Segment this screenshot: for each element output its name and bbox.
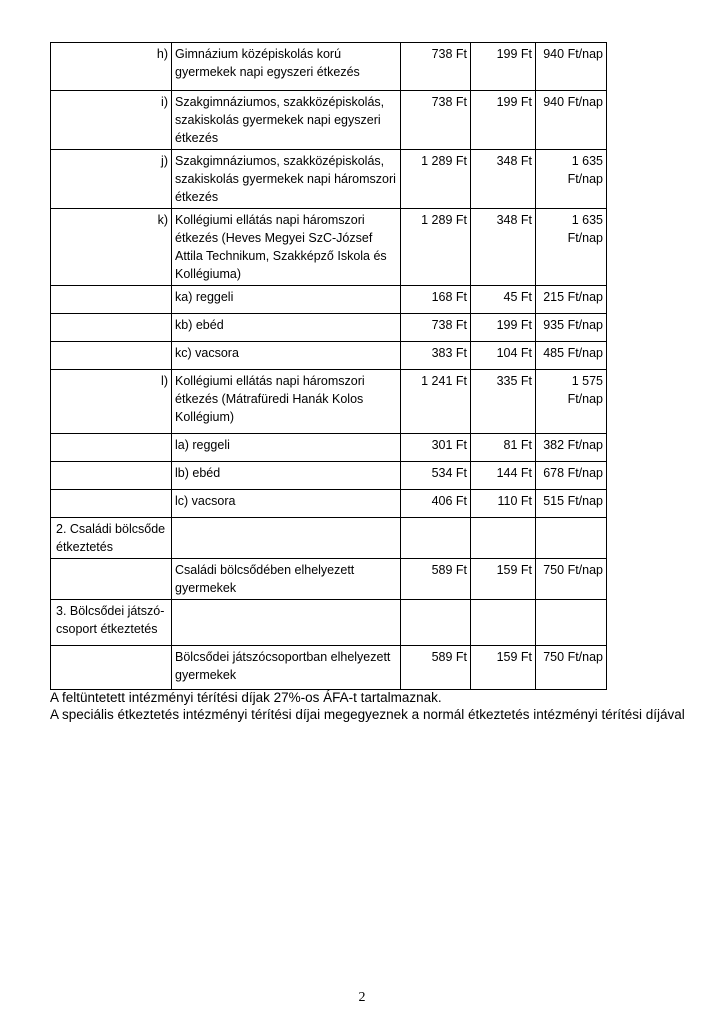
net-price-cell: 738 Ft [401, 91, 471, 150]
category-cell [51, 490, 172, 518]
description-cell: Bölcsődei játszócsoportban elhelyezett gyermekek [172, 646, 401, 690]
description-cell: kb) ebéd [172, 314, 401, 342]
gross-price-cell: 1 635 Ft/nap [536, 209, 607, 286]
category-cell [51, 462, 172, 490]
description-cell: Családi bölcsődében elhelyezett gyermekek [172, 559, 401, 600]
fee-table [50, 42, 607, 690]
table-row [51, 342, 607, 370]
row-letter: h) [156, 47, 168, 61]
category-cell [51, 314, 172, 342]
row-letter: j) [161, 154, 168, 168]
vat-note: A feltüntetett intézményi térítési díjak 27%-os ÁFA-t tartalmaznak. [50, 690, 442, 705]
gross-price-cell: 485 Ft/nap [536, 342, 607, 370]
vat-cell: 144 Ft [471, 462, 536, 490]
table-row [51, 600, 607, 646]
table-row [51, 370, 607, 434]
vat-cell: 104 Ft [471, 342, 536, 370]
description-cell: lb) ebéd [172, 462, 401, 490]
description-cell: Szakgimnáziumos, szakközépiskolás, szakiskolás gyermekek napi háromszori étkezés [172, 150, 401, 209]
category-cell [51, 43, 172, 91]
special-catering-note: A speciális étkeztetés intézményi térítési díjai megegyeznek a normál étkeztetés intézményi térítési díjával [50, 707, 685, 722]
net-price-cell [401, 518, 471, 559]
vat-cell: 45 Ft [471, 286, 536, 314]
description-cell: lc) vacsora [172, 490, 401, 518]
gross-price-cell: 1 575 Ft/nap [536, 370, 607, 434]
category-cell [51, 559, 172, 600]
gross-price-cell [536, 600, 607, 646]
table-row [51, 209, 607, 286]
table-row [51, 559, 607, 600]
row-letter: k) [157, 213, 168, 227]
category-cell [51, 150, 172, 209]
gross-price-cell: 215 Ft/nap [536, 286, 607, 314]
gross-price-cell: 1 635 Ft/nap [536, 150, 607, 209]
vat-cell: 159 Ft [471, 646, 536, 690]
description-cell: ka) reggeli [172, 286, 401, 314]
fee-table-body [51, 43, 607, 690]
gross-price-cell: 750 Ft/nap [536, 559, 607, 600]
net-price-cell: 1 289 Ft [401, 150, 471, 209]
vat-cell: 348 Ft [471, 150, 536, 209]
vat-cell: 159 Ft [471, 559, 536, 600]
description-cell: kc) vacsora [172, 342, 401, 370]
category-cell [51, 286, 172, 314]
table-row [51, 43, 607, 91]
category-cell [51, 91, 172, 150]
table-row [51, 434, 607, 462]
vat-cell: 199 Ft [471, 91, 536, 150]
net-price-cell: 589 Ft [401, 646, 471, 690]
table-row [51, 150, 607, 209]
vat-cell: 199 Ft [471, 314, 536, 342]
vat-cell [471, 518, 536, 559]
page-number: 2 [358, 990, 366, 1005]
category-cell [51, 600, 172, 646]
description-cell [172, 600, 401, 646]
vat-cell: 110 Ft [471, 490, 536, 518]
net-price-cell: 1 241 Ft [401, 370, 471, 434]
net-price-cell: 589 Ft [401, 559, 471, 600]
description-cell: Gimnázium középiskolás korú gyermekek napi egyszeri étkezés [172, 43, 401, 91]
vat-cell [471, 600, 536, 646]
description-cell: Kollégiumi ellátás napi háromszori étkezés (Heves Megyei SzC-József Attila Technikum, Szakképző Iskola és Kollégiuma) [172, 209, 401, 286]
net-price-cell: 406 Ft [401, 490, 471, 518]
gross-price-cell [536, 518, 607, 559]
category-cell [51, 209, 172, 286]
category-cell [51, 370, 172, 434]
family-nursery-category: 2. Családi bölcsőde étkeztetés [56, 522, 166, 554]
description-cell: Kollégiumi ellátás napi háromszori étkezés (Mátrafüredi Hanák Kolos Kollégium) [172, 370, 401, 434]
vat-cell: 335 Ft [471, 370, 536, 434]
gross-price-cell: 935 Ft/nap [536, 314, 607, 342]
table-row [51, 462, 607, 490]
net-price-cell [401, 600, 471, 646]
category-cell [51, 434, 172, 462]
net-price-cell: 534 Ft [401, 462, 471, 490]
row-letter: i) [161, 95, 168, 109]
description-cell: la) reggeli [172, 434, 401, 462]
table-row [51, 490, 607, 518]
table-row [51, 646, 607, 690]
category-cell [51, 646, 172, 690]
net-price-cell: 383 Ft [401, 342, 471, 370]
vat-cell: 348 Ft [471, 209, 536, 286]
table-row [51, 518, 607, 559]
category-cell [51, 518, 172, 559]
gross-price-cell: 940 Ft/nap [536, 91, 607, 150]
table-row [51, 286, 607, 314]
vat-cell: 81 Ft [471, 434, 536, 462]
description-cell: Szakgimnáziumos, szakközépiskolás, szakiskolás gyermekek napi egyszeri étkezés [172, 91, 401, 150]
vat-cell: 199 Ft [471, 43, 536, 91]
net-price-cell: 1 289 Ft [401, 209, 471, 286]
gross-price-cell: 382 Ft/nap [536, 434, 607, 462]
gross-price-cell: 940 Ft/nap [536, 43, 607, 91]
net-price-cell: 738 Ft [401, 43, 471, 91]
description-cell [172, 518, 401, 559]
row-letter: l) [161, 374, 168, 388]
table-row [51, 91, 607, 150]
net-price-cell: 738 Ft [401, 314, 471, 342]
nursery-playgroup-category: 3. Bölcsődei játszó-csoport étkeztetés [56, 604, 165, 636]
net-price-cell: 168 Ft [401, 286, 471, 314]
gross-price-cell: 750 Ft/nap [536, 646, 607, 690]
category-cell [51, 342, 172, 370]
net-price-cell: 301 Ft [401, 434, 471, 462]
table-row [51, 314, 607, 342]
gross-price-cell: 515 Ft/nap [536, 490, 607, 518]
gross-price-cell: 678 Ft/nap [536, 462, 607, 490]
